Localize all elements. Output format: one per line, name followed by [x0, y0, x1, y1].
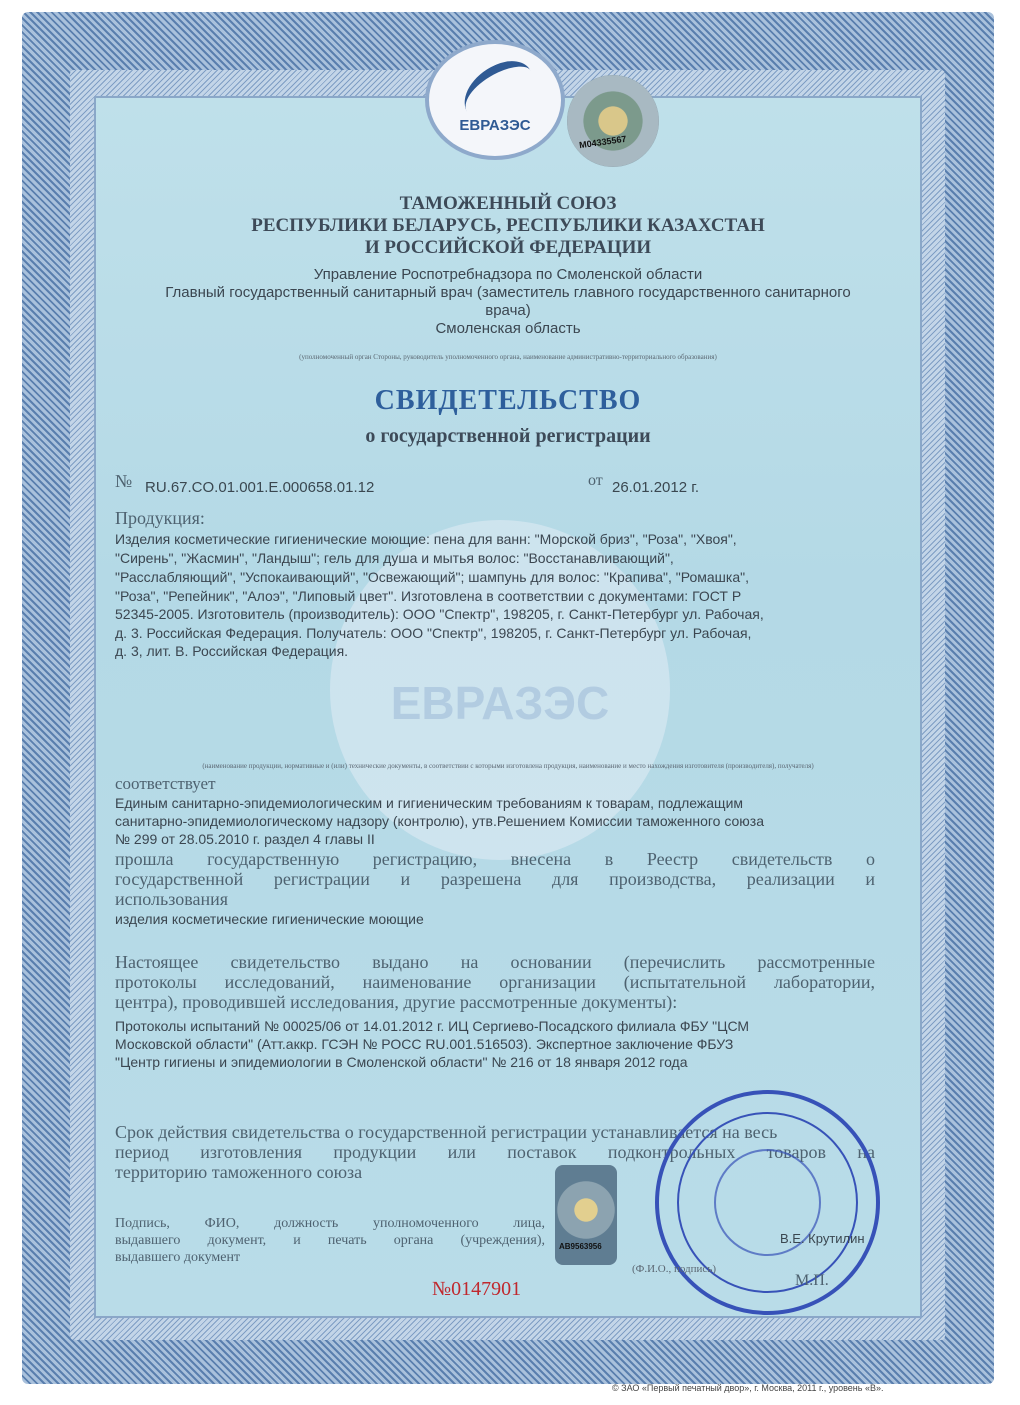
- registration-date: 26.01.2012 г.: [612, 479, 700, 496]
- authority-caption: (уполномоченный орган Стороны, руководитель уполномоченного органа, наименование административно-территориального образования): [299, 353, 717, 361]
- authority-line-1: Управление Роспотребнадзора по Смоленской области: [313, 266, 703, 283]
- product-line: 52345-2005. Изготовитель (производитель): ООО "Спектр", 198205, г. Санкт-Петербург ул. Рабочая,: [115, 606, 764, 622]
- usage-text: изделия косметические гигиенические моющие: [115, 911, 424, 927]
- product-line: "Расслабляющий", "Успокаивающий", "Освежающий"; шампунь для волос: "Крапива", "Ромашка",: [115, 569, 749, 585]
- union-line-2: РЕСПУБЛИКИ БЕЛАРУСЬ, РЕСПУБЛИКИ КАЗАХСТАН: [251, 215, 765, 236]
- basis-document-line: "Центр гигиены и эпидемиологии в Смоленской области" № 216 от 18 января 2012 года: [115, 1054, 688, 1070]
- certificate-subtitle: о государственной регистрации: [365, 425, 651, 447]
- conformity-line: санитарно-эпидемиологическому надзору (контролю), утв.Решением Комиссии таможенного союза: [115, 813, 764, 829]
- logo-text: ЕВРАЗЭС: [459, 117, 531, 134]
- product-line: "Сирень", "Жасмин", "Ландыш"; гель для душа и мытья волос: "Восстанавливающий",: [115, 550, 674, 566]
- basis-document-line: Московской области" (Атт.аккр. ГСЭН № РОСС RU.001.516503). Экспертное заключение ФБУЗ: [115, 1036, 734, 1052]
- signature-line: Подпись, ФИО, должность уполномоченного лица,: [115, 1216, 545, 1231]
- validity-line: территорию таможенного союза: [115, 1162, 363, 1182]
- hologram-serial: M04335567: [578, 133, 628, 151]
- authority-line-4: Смоленская область: [435, 320, 581, 337]
- validity-line: период изготовления продукции или поставок подконтрольных товаров на: [115, 1142, 875, 1162]
- registered-line: использования: [115, 889, 229, 909]
- product-line: д. 3, лит. В. Российская Федерация.: [115, 643, 349, 659]
- union-line-3: И РОССИЙСКОЙ ФЕДЕРАЦИИ: [364, 237, 652, 258]
- conformity-line: Единым санитарно-эпидемиологическим и гигиеническим требованиям к товарам, подлежащим: [115, 795, 744, 811]
- printer-footer: © ЗАО «Первый печатный двор», г. Москва, 2011 г., уровень «В».: [612, 1383, 884, 1393]
- product-caption: (наименование продукции, нормативные и (или) технические документы, в соответствии с которыми изготовлена продукция, наименование и место нахождения изготовителя (производителя), получателя): [202, 762, 814, 770]
- evrazes-logo: [425, 40, 565, 160]
- hologram-top: [567, 75, 659, 167]
- hologram-serial: AB9563956: [559, 1242, 602, 1251]
- registered-line: государственной регистрации и разрешена для производства, реализации и: [115, 869, 875, 889]
- conformity-label: соответствует: [115, 774, 216, 793]
- certificate-title: СВИДЕТЕЛЬСТВО: [374, 385, 642, 416]
- signatory-name: В.Е. Крутилин: [780, 1231, 865, 1246]
- signature-line: выдавшего документ: [115, 1250, 241, 1265]
- hologram-bottom: [555, 1165, 617, 1265]
- official-seal-stamp: [655, 1090, 880, 1315]
- form-number: №0147901: [432, 1278, 522, 1300]
- union-line-1: ТАМОЖЕННЫЙ СОЮЗ: [399, 193, 617, 214]
- number-label: №: [115, 471, 133, 491]
- authority-line-3: врача): [485, 302, 531, 319]
- basis-line: протоколы исследований, наименование организации (испытательной лаборатории,: [115, 972, 875, 992]
- authority-line-2: Главный государственный санитарный врач (заместитель главного государственного санитарного: [165, 284, 851, 301]
- fio-caption: (Ф.И.О., подпись): [632, 1263, 716, 1275]
- basis-document-line: Протоколы испытаний № 00025/06 от 14.01.2012 г. ИЦ Сергиево-Посадского филиала ФБУ "ЦСМ: [115, 1018, 750, 1034]
- signature-line: выдавшего документ, и печать органа (учреждения),: [115, 1233, 545, 1248]
- product-line: Изделия косметические гигиенические моющие: пена для ванн: "Морской бриз", "Роза", "Хвоя",: [115, 531, 737, 547]
- watermark-text: ЕВРАЗЭС: [390, 677, 610, 729]
- validity-line: Срок действия свидетельства о государственной регистрации устанавливается на весь: [115, 1122, 778, 1142]
- conformity-line: № 299 от 28.05.2010 г. раздел 4 главы II: [115, 831, 375, 847]
- basis-line: центра), проводившей исследования, другие рассмотренные документы):: [115, 992, 678, 1012]
- basis-line: Настоящее свидетельство выдано на основании (перечислить рассмотренные: [115, 952, 875, 972]
- date-label: от: [588, 472, 603, 489]
- registration-number: RU.67.CO.01.001.E.000658.01.12: [145, 479, 375, 496]
- seal-label: М.П.: [795, 1272, 829, 1289]
- product-label: Продукция:: [115, 508, 205, 528]
- registered-line: прошла государственную регистрацию, внесена в Реестр свидетельств о: [115, 849, 875, 869]
- product-line: д. 3. Российская Федерация. Получатель: ООО "Спектр", 198205, г. Санкт-Петербург ул. Рабочая,: [115, 625, 752, 641]
- product-line: "Роза", "Репейник", "Алоэ", "Липовый цвет". Изготовлена в соответствии с документами: ГОСТ Р: [115, 588, 742, 604]
